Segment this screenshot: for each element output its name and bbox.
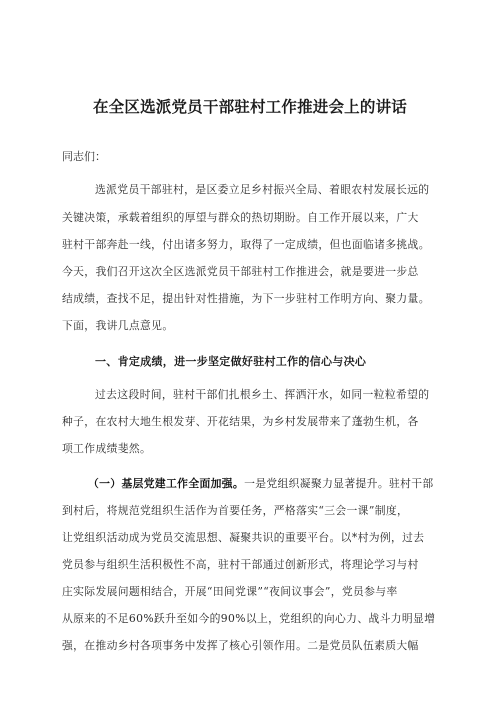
paragraph-line: 结成绩，查找不足，提出针对性措施，为下一步驻村工作明方向、聚力量。 xyxy=(62,292,430,305)
paragraph-line xyxy=(88,477,468,491)
subsection-heading: （一）基层党建工作全面加强。 xyxy=(88,477,245,490)
paragraph-line: 到村后，将规范党组织生活作为首要任务，严格落实“三会一课”制度， xyxy=(62,504,409,517)
paragraph-line: 党员参与组织生活积极性不高，驻村干部通过创新形式，将理论学习与村 xyxy=(62,558,419,571)
paragraph-line: 让党组织活动成为党员交流思想、凝聚共识的重要平台。以*村为例，过去 xyxy=(62,531,425,544)
paragraph-line: 选派党员干部驻村，是区委立足乡村振兴全局、着眼农村发展长远的 xyxy=(95,183,430,196)
paragraph-line: 强，在推动乡村各项事务中发挥了核心引领作用。二是党员队伍素质大幅 xyxy=(62,639,419,652)
paragraph-line: 种子，在农村大地生根发芽、开花结果，为乡村发展带来了蓬勃生机，各 xyxy=(62,415,419,428)
paragraph-text: 一是党组织凝聚力显著提升。驻村干部 xyxy=(244,477,434,490)
paragraph-line: 从原来的不足60%跃升至如今的90%以上，党组织的向心力、战斗力明显增 xyxy=(62,612,436,625)
paragraph-line: 庄实际发展问题相结合，开展“田间党课”“夜间议事会”，党员参与率 xyxy=(62,585,398,598)
paragraph-line: 今天，我们召开这次全区选派党员干部驻村工作推进会，就是要进一步总 xyxy=(62,265,419,278)
greeting: 同志们： xyxy=(62,150,106,163)
paragraph-line: 关键决策，承载着组织的厚望与群众的热切期盼。自工作开展以来，广大 xyxy=(62,211,419,224)
paragraph-line: 驻村干部奔赴一线，付出诸多努力，取得了一定成绩，但也面临诸多挑战。 xyxy=(62,238,430,251)
section-heading: 一、肯定成绩，进一步坚定做好驻村工作的信心与决心 xyxy=(95,355,367,368)
paragraph-line: 过去这段时间，驻村干部们扎根乡土、挥洒汗水，如同一粒粒希望的 xyxy=(95,388,430,401)
paragraph-line: 下面，我讲几点意见。 xyxy=(62,319,174,332)
paragraph-line: 项工作成绩斐然。 xyxy=(62,442,152,455)
document-title: 在全区选派党员干部驻村工作推进会上的讲话 xyxy=(92,98,407,116)
